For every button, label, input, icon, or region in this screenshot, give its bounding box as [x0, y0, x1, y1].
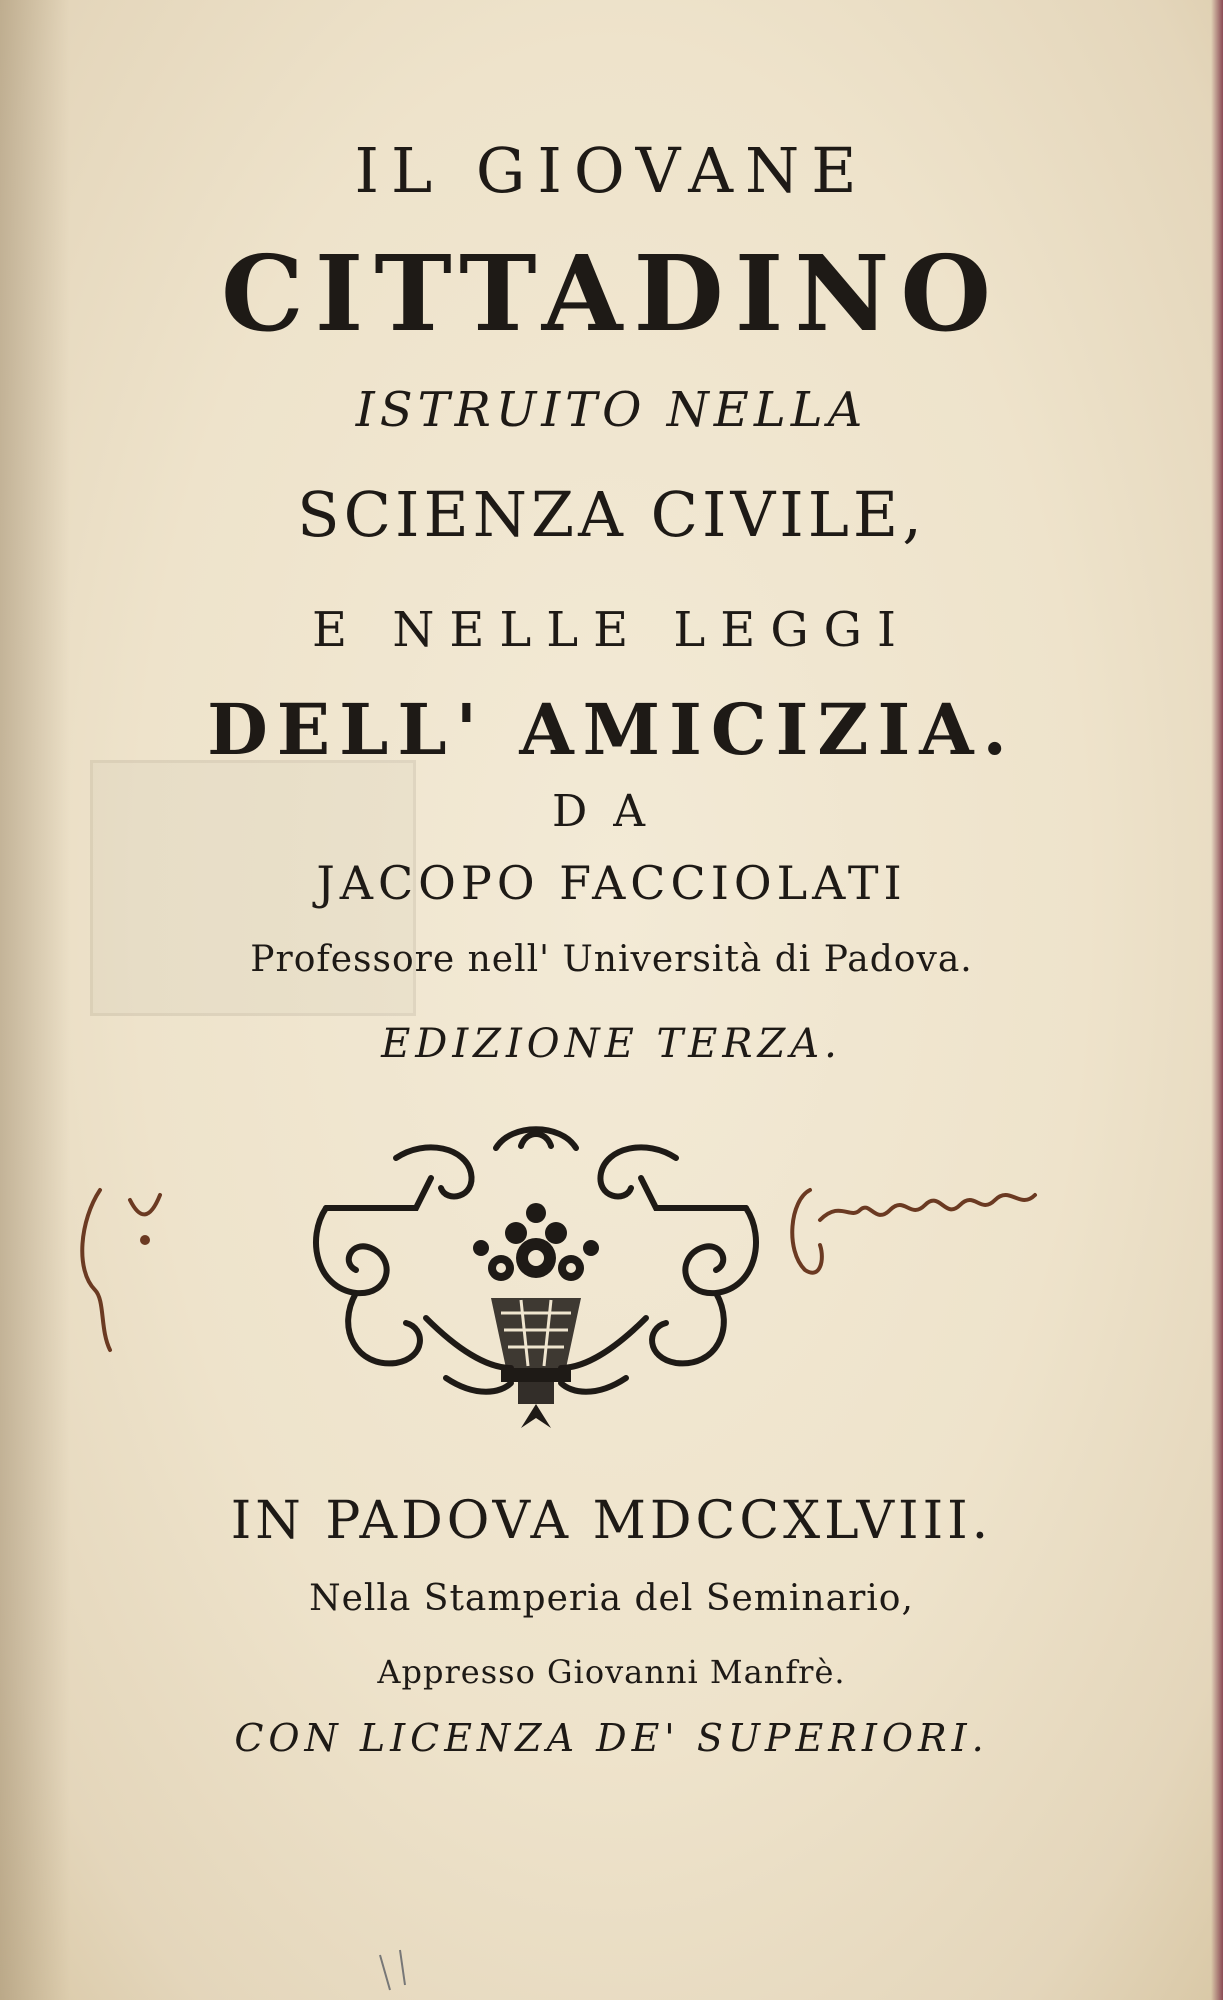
title-main: CITTADINO: [221, 232, 1002, 355]
by-line: DA: [551, 786, 672, 837]
author-name: JACOPO FACCIOLATI: [316, 856, 907, 910]
pencil-mark: [370, 1945, 420, 1995]
imprint-license: CON LICENZA DE' SUPERIORI.: [234, 1716, 989, 1760]
author-title: Professore nell' Università di Padova.: [250, 939, 973, 980]
edition-statement: EDIZIONE TERZA.: [381, 1021, 842, 1067]
printers-ornament-icon: [296, 1118, 776, 1434]
title-line-5: E NELLE LEGGI: [312, 602, 911, 658]
title-line-4: SCIENZA CIVILE,: [297, 478, 926, 551]
title-line-1: IL GIOVANE: [354, 134, 869, 207]
title-line-6: DELL' AMICIZIA.: [207, 688, 1016, 771]
title-line-3: ISTRUITO NELLA: [355, 382, 868, 438]
imprint-publisher: Appresso Giovanni Manfrè.: [377, 1653, 846, 1691]
handwritten-signature: [780, 1150, 1060, 1290]
imprint-place-date: IN PADOVA MDCCXLVIII.: [230, 1491, 993, 1551]
handwritten-mark-left: [70, 1180, 220, 1360]
imprint-printer: Nella Stamperia del Seminario,: [309, 1578, 914, 1619]
